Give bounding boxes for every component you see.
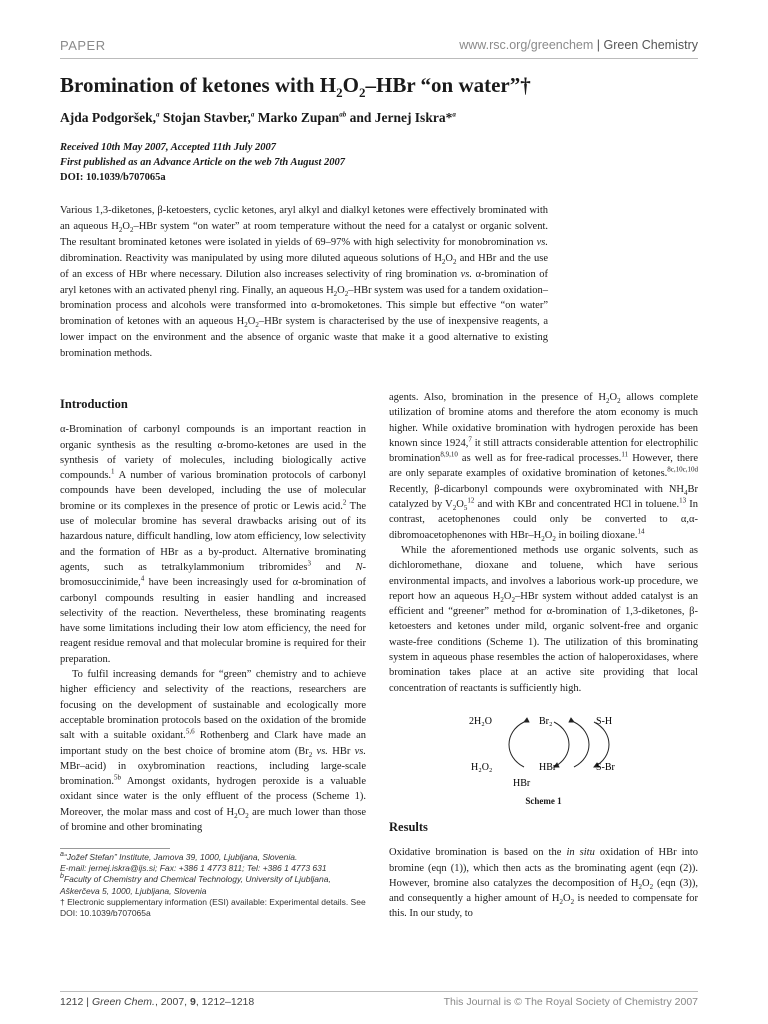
scheme-label-hbr-bottom: HBr [513,777,531,789]
author-list: Ajda Podgoršek,$^a$ Stojan Stavber,$^a$ Marko Zupan$^{ab}$ and Jernej Iskra*$^a$ [60,110,456,125]
footnote-esi[interactable]: † Electronic supplementary information (ESI) available: Experimental details. See DOI: 10.1039/b707065a [60,896,366,919]
scheme-label-sh: S-H [596,715,613,727]
scheme-label-2h2o: 2H₂O [469,715,492,727]
section-heading-results: Results [389,819,428,834]
doi-link[interactable]: DOI: 10.1039/b707065a [60,172,166,183]
scheme-caption: Scheme 1 [525,795,562,806]
footnote-affiliation-a: $^a$“Jožef Stefan” Institute, Jamova 39, 1000, Ljubljana, Slovenia. [60,851,298,862]
header-separator: | [596,38,601,52]
intro-paragraph: α-Bromination of carbonyl compounds is an important reaction in organic synthesis as the resulting α-bromo-ketones are used in the synthesis of variety of molecules, including biologically active compounds.$^1$ A number of various bromination protocols of carbonyl compounds have been developed, including the use of molecular bromine or its complexes in the presence of protic or Lewis acid.$^2$ The use of molecular bromine has several drawbacks arising out of its hazardous nature, difficult handling, low atom efficiency, low selectivity and the formation of HBr as a by-product. Alternative brominating agents, such as tetralkylammonium tribromides$^3$ and N-bromosuccinimide,$^4$ have been increasingly used for α-bromination of carbonyl compounds resulting in easier handling and increased selectivity of the reaction. Nevertheless, these brominating reagents have some limitations including their low atom efficiency, the need for reagent residue removal and that molecular bromine is required for their preparation. [60,424,366,665]
body-paragraph: agents. Also, bromination in the presence of $H_2O_2$ allows complete utilization of bromine atoms and therefore the atom economy is much higher. While oxidative bromination with hydrogen peroxide has been known since 1924,$^7$ it still attracts considerable attention for electrophilic bromination$^{8,9,10}$ as well as for free-radical processes.$^{11}$ However, there are only separate examples of oxidative bromination of ketones.$^{8c,10c,10d}$ Recently, β-dicarbonyl compounds were oxybrominated with $NH_4Br$ catalyzed by $V_2O_5^{12}$ and with KBr and concentrated HCl in toluene.$^{13}$ In contrast, acetophenones could only be converted to α,α-dibromoacetophenones with HBr–$H_2O_2$ in boiling dioxane.$^{14}$ [389,392,699,543]
published-date: First published as an Advance Article on the web 7th August 2007 [60,157,346,168]
footer-rule [60,991,698,992]
scheme-label-sbr: S-Br [596,761,615,773]
article-dates [60,140,345,185]
section-heading-introduction: Introduction [60,397,128,411]
footer-copyright: This Journal is © The Royal Society of Chemistry 2007 [443,996,698,1008]
cycle-arrow-middle-b [574,722,589,767]
cycle-arrow-right [594,722,609,767]
footnote-affiliation-b: $^b$Faculty of Chemistry and Chemical Technology, University of Ljubljana, Aškerčeva 5, 1000, Ljubljana, Slovenia [60,873,331,896]
scheme-1-figure [389,702,698,810]
catalytic-cycle-diagram [389,702,698,792]
journal-url-link[interactable]: www.rsc.org/greenchem [459,38,594,52]
author-name[interactable]: Ajda Podgoršek, [60,110,157,125]
author-name[interactable]: Marko Zupan [254,110,340,125]
left-column [60,397,366,835]
header-rule [60,58,698,59]
intro-paragraph: To fulfil increasing demands for “green” chemistry and to achieve higher efficiency and selectivity of the reactions, researchers are focusing on the development of sustainable and ecologically more acceptable bromination protocols based on the oxidation of the bromide salt with a suitable oxidant.$^{5,6}$ Rothenberg and Clark have made an important study on the best choice of bromine atom ($Br_2$ vs. HBr vs. MBr–acid) in oxybromination reactions, including large-scale bromination.$^{5b}$ Amongst oxidants, hydrogen peroxide is a valuable oxidant since water is the only effluent of the process (Scheme 1). Moreover, the molar mass and cost of $H_2O_2$ are much lower than those of bromine and other brominating [60,669,367,834]
footnote-rule [60,848,170,849]
body-paragraph: While the aforementioned methods use organic solvents, such as dichloromethane, dioxane and toluene, which have serious environmental impacts, and involves a laborious work-up procedure, we report how an aqueous $H_2O_2$–HBr system without added catalyst is an efficient and “greener” method for α-bromination of 1,3-diketones, β-ketoesters and ketones under mild, organic solvent-free and organic waste-free conditions (Scheme 1). The utilization of this brominating system in aqueous phase resembles the action of haloperoxidases, where bromination takes place at an active site providing that local concentration of reactants is sufficiently high. [389,544,698,694]
section-label: PAPER [60,38,106,53]
journal-header [459,38,698,52]
page-number: 1212 [60,996,84,1008]
footnotes [60,852,370,919]
cycle-arrow-left [509,722,524,767]
scheme-label-br2: Br₂ [539,715,553,727]
cycle-arrow-middle [554,722,569,767]
footer-citation: 1212 | Green Chem., 2007, 9, 1212–1218 [60,996,255,1008]
right-column [389,390,698,922]
article-title: Bromination of ketones with $H_2O_2$–HBr “on water”† [60,73,531,101]
footnote-contact[interactable]: E-mail: jernej.iskra@ijs.si; Fax: +386 1 4773 811; Tel: +386 1 4773 631 [60,863,327,874]
results-paragraph: Oxidative bromination is based on the in situ oxidation of HBr into bromine (eqn (1)), which then acts as the brominating agent (eqn (2)). However, bromine also catalyzes the decomposition of $H_2O_2$ (eqn (3)), and consequently a higher amount of $H_2O_2$ is needed to compensate for this. In our study, to [389,847,698,920]
scheme-label-hbr-mid: HBr [539,761,557,773]
author-name[interactable]: and Jernej Iskra* [346,110,453,125]
abstract: Various 1,3-diketones, β-ketoesters, cyclic ketones, aryl alkyl and dialkyl ketones were effectively brominated with an aqueous $H_2O_2$–HBr system “on water” at room temperature without the need for a catalyst or organic solvent. The resultant brominated ketones were isolated in yields of 69–97% with high selectivity for monobromination vs. dibromination. Reactivity was manipulated by using more diluted aqueous solutions of $H_2O_2$ and HBr and the use of an excess of HBr where necessary. Dilution also increases selectivity of ring bromination vs. α-bromination of aryl ketones with an activated phenyl ring. Finally, an aqueous $H_2O_2$–HBr system was used for a tandem oxidation–bromination process and alcohols were transformed into α-bromoketones. This simple but effective “on water” bromination of ketones with an aqueous $H_2O_2$–HBr system is characterised by the use of inexpensive reagents, a lower impact on the environment and the absence of organic waste that make it a good alternative to existing bromination methods. [60,205,549,360]
scheme-label-h2o2: H₂O₂ [471,761,493,773]
received-date: Received 10th May 2007, Accepted 11th July 2007 [60,142,276,153]
journal-name: Green Chemistry [603,38,698,52]
author-name[interactable]: Stojan Stavber, [159,110,251,125]
